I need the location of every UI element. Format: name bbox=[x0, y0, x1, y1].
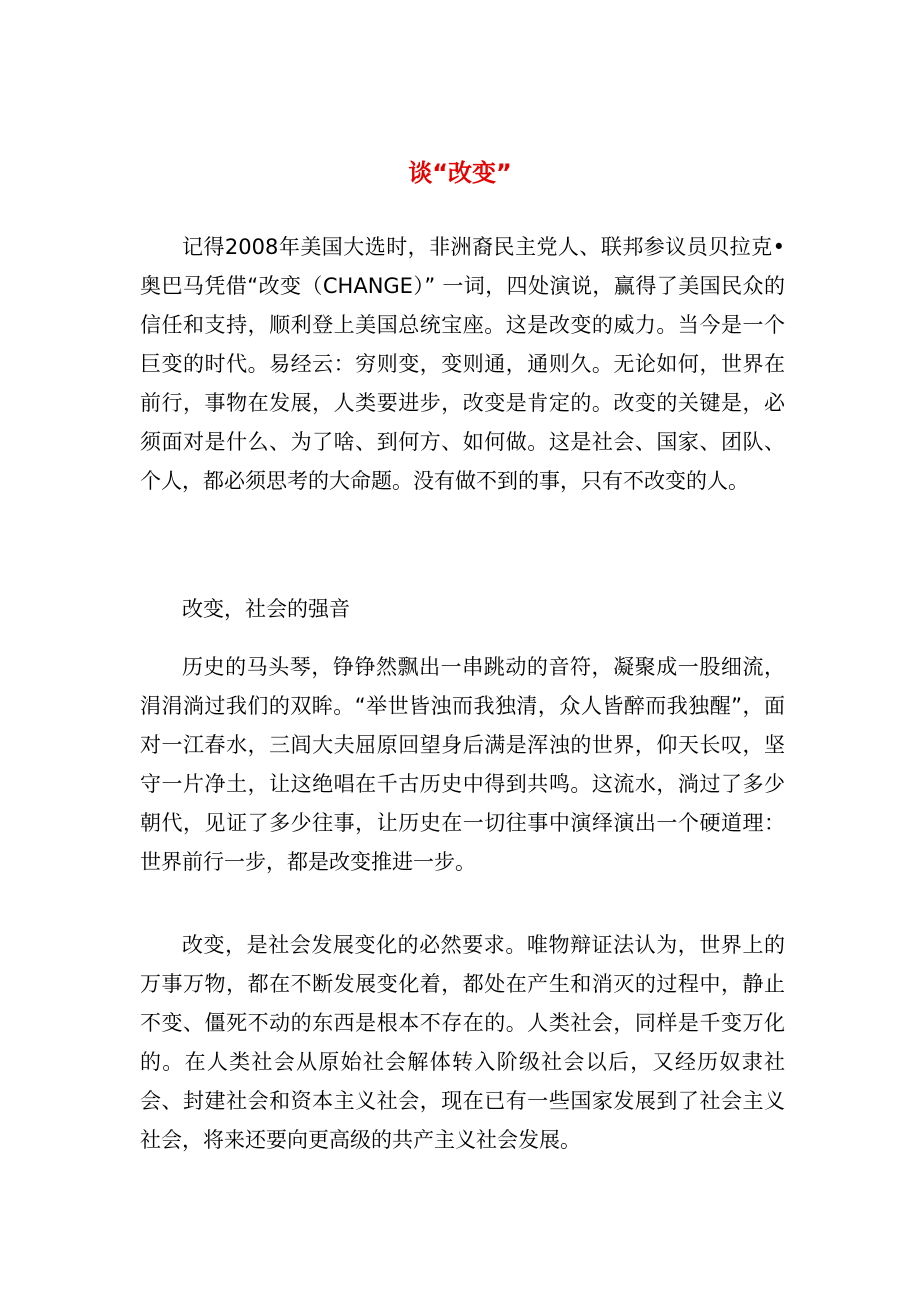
paragraph-dialectics: 改变，是社会发展变化的必然要求。唯物辩证法认为，世界上的万事万物，都在不断发展变化着，都处在产生和消灭的过程中，静止不变、僵死不动的东西是根本不存在的。人类社会，同样是千变万化的。在人类社会从原始社会解体转入阶级社会以后，又经历奴隶社会、封建社会和资本主义社会，现在已有一些国家发展到了社会主义社会，将来还要向更高级的共产主义社会发展。 bbox=[140, 933, 785, 1152]
section-heading: 改变，社会的强音 bbox=[182, 597, 350, 621]
paragraph-intro: 记得2008年美国大选时，非洲裔民主党人、联邦参议员贝拉克•奥巴马凭借“改变（CHANGE）” 一词，四处演说，赢得了美国民众的信任和支持，顺利登上美国总统宝座。这是改变的威力。当今是一个巨变的时代。易经云：穷则变，变则通，通则久。无论如何，世界在前行，事物在发展，人类要进步，改变是肯定的。改变的关键是，必须面对是什么、为了啥、到何方、如何做。这是社会、国家、团队、个人，都必须思考的大命题。没有做不到的事，只有不改变的人。 bbox=[140, 235, 785, 493]
document-title: 谈“改变” bbox=[408, 159, 512, 187]
paragraph-history: 历史的马头琴，铮铮然飘出一串跳动的音符，凝聚成一股细流，涓涓淌过我们的双眸。“举世皆浊而我独清，众人皆醉而我独醒”，面对一江春水，三闾大夫屈原回望身后满是浑浊的世界，仰天长叹，坚守一片净土，让这绝唱在千古历史中得到共鸣。这流水，淌过了多少朝代，见证了多少往事，让历史在一切往事中演绎演出一个硬道理：世界前行一步，都是改变推进一步。 bbox=[140, 655, 785, 874]
